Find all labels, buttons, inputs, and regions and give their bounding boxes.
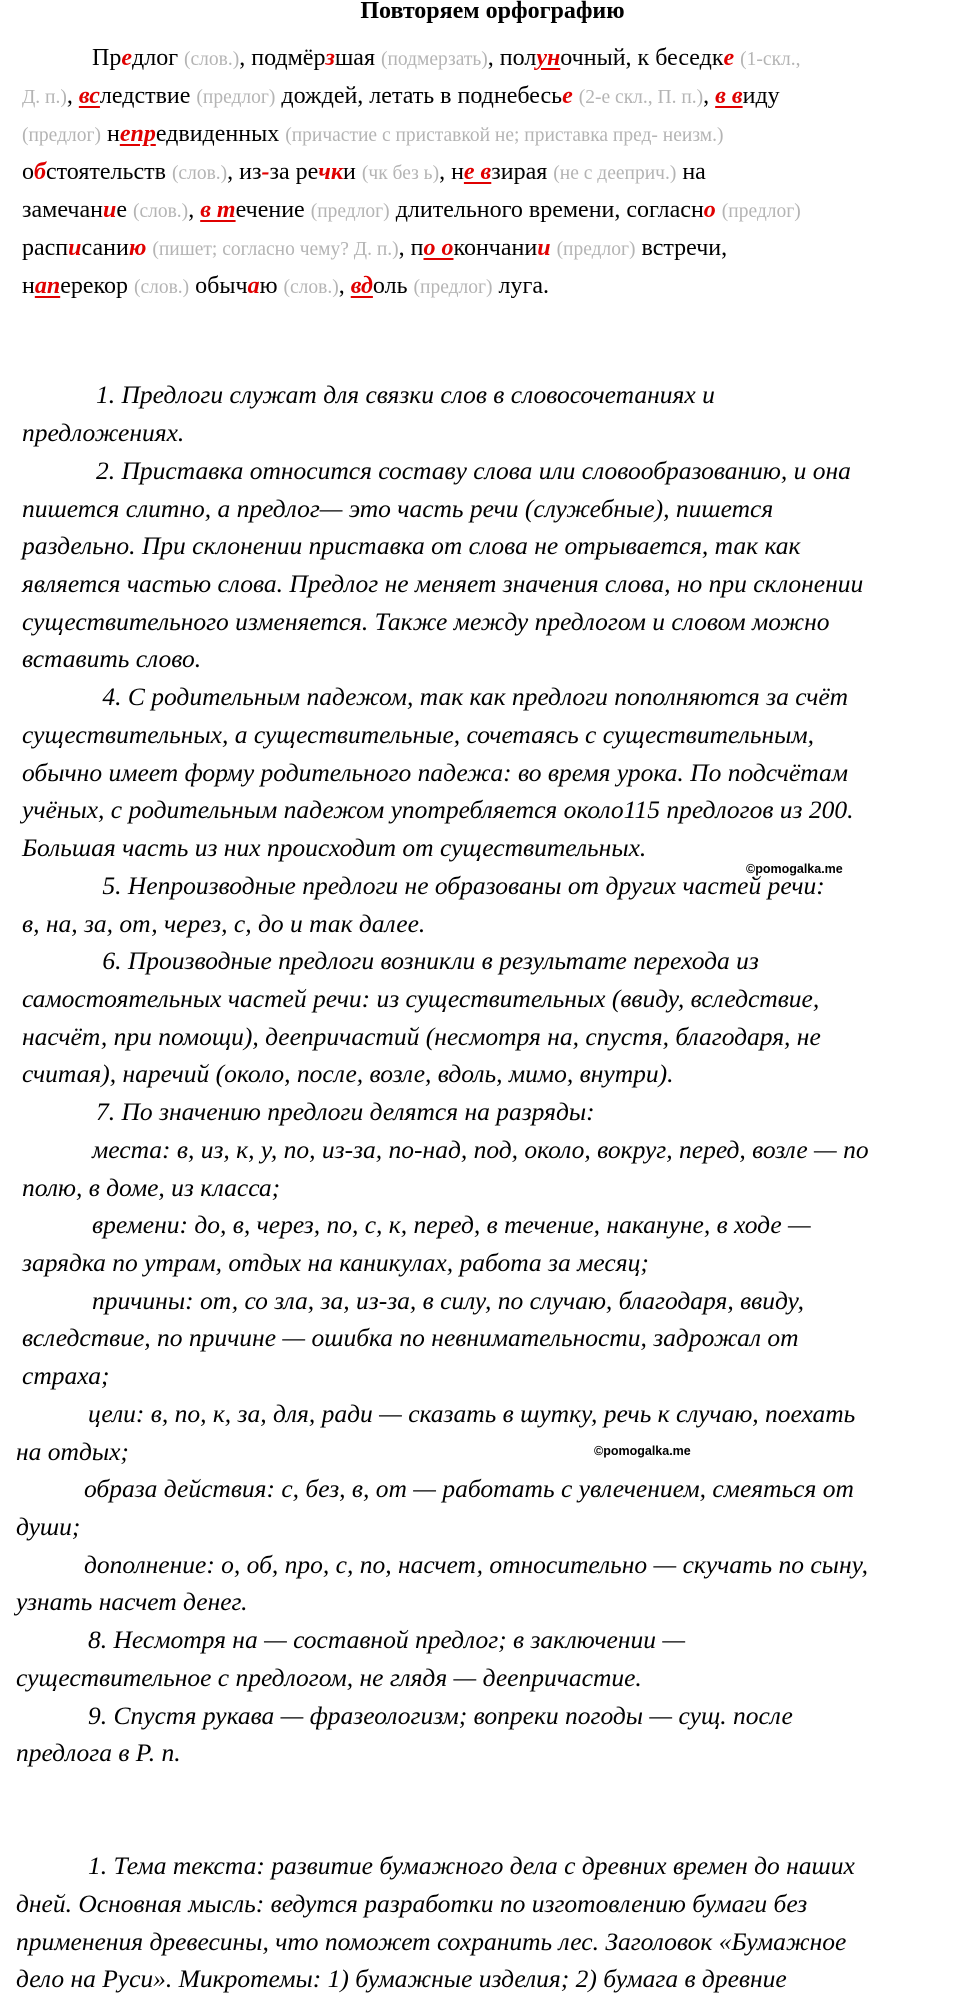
answer-line: причины: от, со зла, за, из-за, в силу, по случаю, благодаря, ввиду,	[92, 1286, 804, 1315]
exercise-line	[92, 39, 801, 79]
text-segment: ледствие	[99, 83, 197, 109]
text-segment: очный, к беседк	[560, 45, 724, 71]
grammar-note: (предлог)	[556, 239, 636, 260]
answer-line: является частью слова. Предлог не меняет значения слова, но при склонении	[22, 569, 864, 598]
highlighted-letter: б	[34, 159, 46, 185]
grammar-note: (пишет; согласно чему? Д. п.)	[152, 239, 399, 260]
grammar-note: (предлог)	[413, 277, 493, 298]
grammar-note: (не с дееприч.)	[553, 163, 677, 184]
answer-line: 4. С родительным падежом, так как предлоги пополняются за счёт	[96, 682, 849, 711]
answer-line: предложениях.	[22, 418, 185, 447]
text-segment: шая	[334, 45, 381, 71]
answer-line: 9. Спустя рукава — фразеологизм; вопреки погоды — сущ. после	[88, 1701, 793, 1730]
exercise-line	[22, 115, 723, 155]
answer-line: образа действия: с, без, в, от — работать с увлечением, смеяться от	[84, 1474, 854, 1503]
answer-line: предлога в Р. п.	[16, 1738, 181, 1767]
answer-line: 1. Предлоги служат для связки слов в словосочетаниях и	[96, 380, 715, 409]
grammar-note: (слов.)	[132, 201, 189, 222]
answer-line: 7. По значению предлоги делятся на разряды:	[96, 1097, 595, 1126]
highlighted-letter: вд	[350, 273, 373, 299]
answer-line: раздельно. При склонении приставка от слова не отрывается, так как	[22, 531, 801, 560]
exercise-line	[22, 191, 801, 231]
grammar-note: (1-скл.,	[740, 49, 801, 70]
answer-line: 6. Производные предлоги возникли в результате перехода из	[96, 946, 759, 975]
text-segment: , из	[227, 159, 262, 185]
answer-line: существительное с предлогом, не глядя — деепричастие.	[16, 1663, 642, 1692]
text-segment: , подмёр	[239, 45, 326, 71]
highlighted-letter: и	[102, 197, 117, 223]
answer-line: времени: до, в, через, по, с, к, перед, в течение, накануне, в ходе —	[92, 1210, 811, 1239]
answer-line: зарядка по утрам, отдых на каникулах, работа за месяц;	[22, 1248, 649, 1277]
text-segment: едвиденных	[155, 121, 286, 147]
text-segment: , н	[439, 159, 464, 185]
highlighted-letter: е	[562, 83, 573, 109]
highlighted-letter: ю	[128, 235, 147, 261]
answer-line: 5. Непроизводные предлоги не образованы от других частей речи:	[96, 871, 825, 900]
text-segment: зирая	[491, 159, 554, 185]
grammar-note: (слов.)	[283, 277, 339, 298]
text-segment: е	[116, 197, 133, 223]
highlighted-letter: в т	[200, 197, 236, 223]
text-segment: оль	[372, 273, 414, 299]
grammar-note: (подмерзать)	[381, 49, 488, 70]
text-segment: замечан	[22, 197, 103, 223]
answer-line: дней. Основная мысль: ведутся разработки по изготовлению бумаги без	[16, 1889, 808, 1918]
grammar-note: (предлог)	[196, 87, 276, 108]
highlighted-letter: о о	[423, 235, 454, 261]
answer-line: насчёт, при помощи), деепричастий (несмотря на, спустя, благодаря, не	[22, 1022, 821, 1051]
highlighted-letter: з	[325, 45, 335, 71]
highlighted-letter: о	[703, 197, 716, 223]
answer-line: вследствие, по причине — ошибка по невнимательности, задрожал от	[22, 1323, 799, 1352]
highlighted-letter: вс	[78, 83, 100, 109]
highlighted-letter: е в	[463, 159, 492, 185]
text-segment: ю	[259, 273, 284, 299]
page-title: Повторяем орфографию	[360, 0, 625, 24]
highlighted-letter: и	[68, 235, 82, 261]
highlighted-letter: в в	[715, 83, 743, 109]
grammar-note: (предлог)	[310, 201, 390, 222]
text-segment: сани	[81, 235, 129, 261]
text-segment: дождей, летать в поднебесь	[275, 83, 563, 109]
text-segment: ерекор	[60, 273, 134, 299]
text-segment: длительного времени, согласн	[389, 197, 704, 223]
watermark: ©pomogalka.me	[594, 1444, 691, 1458]
grammar-note: (предлог)	[22, 125, 101, 146]
text-segment: , п	[398, 235, 424, 261]
text-segment: ечение	[235, 197, 311, 223]
answer-line: существительных, а существительные, сочетаясь с существительным,	[22, 720, 815, 749]
answer-line: 2. Приставка относится составу слова или словообразованию, и она	[96, 456, 851, 485]
answer-line: учёных, с родительным падежом употребляется около115 предлогов из 200.	[22, 795, 854, 824]
grammar-note: Д. п.)	[22, 87, 67, 108]
highlighted-letter: а	[247, 273, 260, 299]
text-segment: Пр	[92, 45, 122, 71]
exercise-line	[22, 229, 727, 269]
grammar-note: (2-е скл., П. п.)	[578, 87, 704, 108]
highlighted-letter: чк	[318, 159, 344, 185]
text-segment: обыч	[189, 273, 248, 299]
answer-line: Большая часть из них происходит от существительных.	[22, 833, 647, 862]
answer-line: пишется слитно, а предлог— это часть речи (служебные), пишется	[22, 494, 774, 523]
answer-line: дело на Руси». Микротемы: 1) бумажные изделия; 2) бумага в древние	[16, 1964, 787, 1993]
answer-line: 1. Тема текста: развитие бумажного дела с древних времен до наших	[88, 1851, 855, 1880]
answer-line: дополнение: о, об, про, с, по, насчет, относительно — скучать по сыну,	[84, 1550, 869, 1579]
text-segment: расп	[22, 235, 69, 261]
answer-line: места: в, из, к, у, по, из-за, по-над, под, около, вокруг, перед, возле — по	[92, 1135, 869, 1164]
text-segment: о	[22, 159, 34, 185]
text-segment: ,	[66, 83, 79, 109]
answer-line: 8. Несмотря на — составной предлог; в заключении —	[88, 1625, 686, 1654]
text-segment: н	[22, 273, 35, 299]
text-segment: и	[343, 159, 362, 185]
answer-line: самостоятельных частей речи: из существительных (ввиду, вследствие,	[22, 984, 820, 1013]
text-segment: ,	[188, 197, 201, 223]
grammar-note: (слов.)	[171, 163, 228, 184]
exercise-line	[22, 153, 706, 193]
answer-line: вставить слово.	[22, 644, 202, 673]
grammar-note: (слов.)	[184, 49, 240, 70]
answer-line: считая), наречий (около, после, возле, вдоль, мимо, внутри).	[22, 1059, 674, 1088]
text-segment: н	[100, 121, 120, 147]
grammar-note: (слов.)	[133, 277, 190, 298]
exercise-line	[22, 77, 780, 117]
answer-line: души;	[16, 1512, 81, 1541]
text-segment: длог	[132, 45, 185, 71]
text-segment: ,	[338, 273, 351, 299]
answer-line: узнать насчет денег.	[16, 1587, 248, 1616]
watermark: ©pomogalka.me	[746, 862, 843, 876]
highlighted-letter: -	[261, 159, 270, 185]
grammar-note: (чк без ь)	[361, 163, 440, 184]
text-segment: на	[676, 159, 706, 185]
exercise-line	[22, 267, 549, 307]
text-segment: кончани	[453, 235, 538, 261]
highlighted-letter: е	[121, 45, 132, 71]
answer-line: страха;	[22, 1361, 110, 1390]
answer-line: обычно имеет форму родительного падежа: во время урока. По подсчётам	[22, 758, 848, 787]
text-segment: встречи,	[635, 235, 728, 261]
highlighted-letter: епр	[119, 121, 156, 147]
answer-line: на отдых;	[16, 1437, 129, 1466]
highlighted-letter: е	[723, 45, 735, 71]
answer-line: в, на, за, от, через, с, до и так далее.	[22, 909, 426, 938]
text-segment: ,	[703, 83, 716, 109]
text-segment: луга.	[492, 273, 549, 299]
text-segment: , пол	[487, 45, 537, 71]
text-segment: стоятельств	[45, 159, 172, 185]
answer-line: полю, в доме, из класса;	[22, 1173, 281, 1202]
text-segment: иду	[742, 83, 780, 109]
text-segment: за ре	[269, 159, 319, 185]
grammar-note: (предлог)	[721, 201, 801, 222]
highlighted-letter: ун	[536, 45, 561, 71]
highlighted-letter: ап	[34, 273, 61, 299]
highlighted-letter: и	[537, 235, 551, 261]
answer-line: существительного изменяется. Также между предлогом и словом можно	[22, 607, 830, 636]
grammar-note: (причастие с приставкой не; приставка пред- неизм.)	[285, 125, 724, 146]
answer-line: цели: в, по, к, за, для, ради — сказать в шутку, речь к случаю, поехать	[88, 1399, 856, 1428]
answer-line: применения древесины, что поможет сохранить лес. Заголовок «Бумажное	[16, 1927, 847, 1956]
